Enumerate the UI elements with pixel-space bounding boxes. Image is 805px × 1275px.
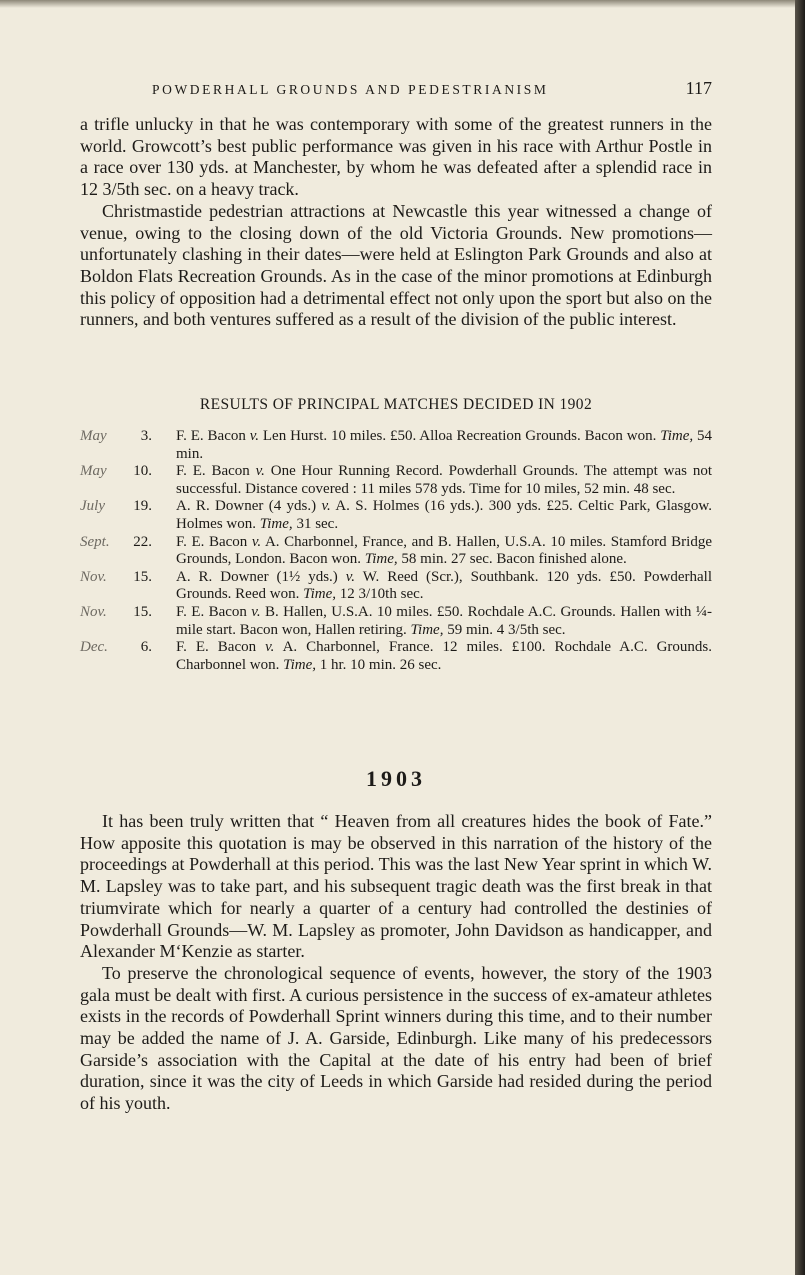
match-month: Sept. <box>80 533 110 550</box>
match-text-before: F. E. Bacon <box>176 463 256 480</box>
match-day: 15. <box>133 603 152 620</box>
match-description <box>176 534 712 569</box>
match-text-after: A. S. Holmes (16 yds.). 300 yds. £25. Celtic Park, Glasgow. Holmes won. <box>176 498 712 532</box>
match-day: 19. <box>133 498 152 515</box>
match-day: 15. <box>133 568 152 585</box>
match-text-before: F. E. Bacon <box>176 639 266 656</box>
match-text-before: F. E. Bacon <box>176 428 250 444</box>
section-text <box>80 811 712 1115</box>
match-text-after: B. Hallen, U.S.A. 10 miles. £50. Rochdale A.C. Grounds. Hallen with ¼-mile start. Bacon won, Hallen retiring. <box>176 603 712 638</box>
match-time: 1 hr. 10 min. 26 sec. <box>316 656 442 673</box>
match-time: 12 3/10th sec. <box>336 586 424 603</box>
match-month: July <box>80 498 105 515</box>
match-versus: v. <box>255 463 265 480</box>
match-day: 22. <box>133 533 152 550</box>
intro-paragraph-2: Christmastide pedestrian attractions at Newcastle this year witnessed a change of venue, owing to the closing down of the old Victoria Grounds. New promotions—unfortunately clashing in their dates—were held at Eslington Park Grounds and also at Boldon Flats Recreation Grounds. As in the case of the minor promotions at Edinburgh this policy of opposition had a detrimental effect not only upon the sport but also on the runners, and both ventures suffered as a result of the division of the public interest. <box>80 200 712 330</box>
match-time-label: Time, <box>410 621 444 638</box>
match-versus: v. <box>251 603 261 620</box>
match-versus: v. <box>251 533 262 550</box>
match-month: May <box>80 463 107 480</box>
match-description <box>176 604 712 639</box>
match-entry <box>80 498 712 533</box>
match-description <box>176 639 712 674</box>
match-versus: v. <box>321 498 331 515</box>
match-text-after: Len Hurst. 10 miles. £50. Alloa Recreation Grounds. Bacon won. <box>259 428 661 444</box>
match-description <box>176 463 712 498</box>
section-paragraph-2: To preserve the chronological sequence of events, however, the story of the 1903 gala must be dealt with first. A curious persistence in the success of ex-amateur athletes exists in the records of Powderhall Sprint winners during this time, and to their number may be added the name of J. A. Garside, Edinburgh. Like many of his predecessors Garside’s association with the Capital at the date of his entry had been of brief duration, since it was the city of Leeds in which Garside had resided during the period of his youth. <box>80 962 712 1114</box>
page-number: 117 <box>685 78 712 98</box>
match-month: Nov. <box>80 603 107 620</box>
match-time-label: Time, <box>283 656 317 673</box>
match-day: 3. <box>140 428 152 444</box>
match-description <box>176 498 712 533</box>
match-entry <box>80 534 712 569</box>
match-time-label: Time, <box>660 428 694 444</box>
match-versus: v. <box>265 639 275 656</box>
match-day: 10. <box>133 463 152 480</box>
match-text-before: A. R. Downer (4 yds.) <box>176 498 322 515</box>
match-text-before: F. E. Bacon <box>176 603 252 620</box>
match-month: May <box>80 428 107 444</box>
match-entry <box>80 428 712 463</box>
match-versus: v. <box>249 428 260 444</box>
match-time: 54 min. <box>176 428 713 462</box>
match-time-label: Time, <box>303 586 337 603</box>
intro-text <box>80 114 712 331</box>
match-time-label: Time, <box>259 515 293 532</box>
match-time: 59 min. 4 3/5th sec. <box>443 621 566 638</box>
match-month: Nov. <box>80 568 107 585</box>
match-month: Dec. <box>80 639 108 656</box>
match-entry <box>80 569 712 604</box>
match-entry <box>80 463 712 498</box>
book-gutter-edge <box>795 0 805 1275</box>
year-heading: 1903 <box>366 766 426 791</box>
match-text-after: A. Charbonnel, France, and B. Hallen, U.S.A. 10 miles. Stamford Bridge Grounds, London. Bacon won. <box>176 533 712 568</box>
match-text-after: A. Charbonnel, France. 12 miles. £100. Rochdale A.C. Grounds. Charbonnel won. <box>176 639 713 673</box>
results-title: RESULTS OF PRINCIPAL MATCHES DECIDED IN 1902 <box>199 396 593 413</box>
match-time-label: Time, <box>364 551 398 568</box>
match-entry <box>80 604 712 639</box>
match-day: 6. <box>140 639 152 656</box>
intro-paragraph-1: a trifle unlucky in that he was contemporary with some of the greatest runners in the world. Growcott’s best public performance was given in his race with Arthur Postle in a race over 130 yds. at Manchester, by whom he was defeated after a splendid race in 12 3/5th sec. on a heavy track. <box>80 114 712 200</box>
results-list <box>80 428 712 674</box>
match-entry <box>80 639 712 674</box>
match-text-before: F. E. Bacon <box>176 533 252 550</box>
match-text-after: W. Reed (Scr.), Southbank. 120 yds. £50. Powderhall Grounds. Reed won. <box>176 568 712 603</box>
section-paragraph-1: It has been truly written that “ Heaven from all creatures hides the book of Fate.” How apposite this quotation is may be observed in this narration of the history of the proceedings at Powderhall at this period. This was the last New Year sprint in which W. M. Lapsley was to take part, and his subsequent tragic death was the first break in that triumvirate which for nearly a quarter of a century had controlled the destinies of Powderhall Grounds—W. M. Lapsley as promoter, John Davidson as handicapper, and Alexander M‘Kenzie as starter. <box>80 811 712 962</box>
match-description <box>176 569 712 604</box>
match-time: 58 min. 27 sec. Bacon finished alone. <box>397 551 627 568</box>
match-text-before: A. R. Downer (1½ yds.) <box>176 568 346 585</box>
match-description <box>176 428 712 463</box>
match-time: 31 sec. <box>292 515 339 532</box>
running-head: POWDERHALL GROUNDS AND PEDESTRIANISM <box>152 82 549 97</box>
page-top-shadow <box>0 0 795 8</box>
page-header <box>80 78 712 102</box>
match-text-after: One Hour Running Record. Powderhall Grounds. The attempt was not successful. Distance covered : 11 miles 578 yds. Time for 10 miles, 52 min. 48 sec. <box>176 463 712 497</box>
match-versus: v. <box>345 568 356 585</box>
